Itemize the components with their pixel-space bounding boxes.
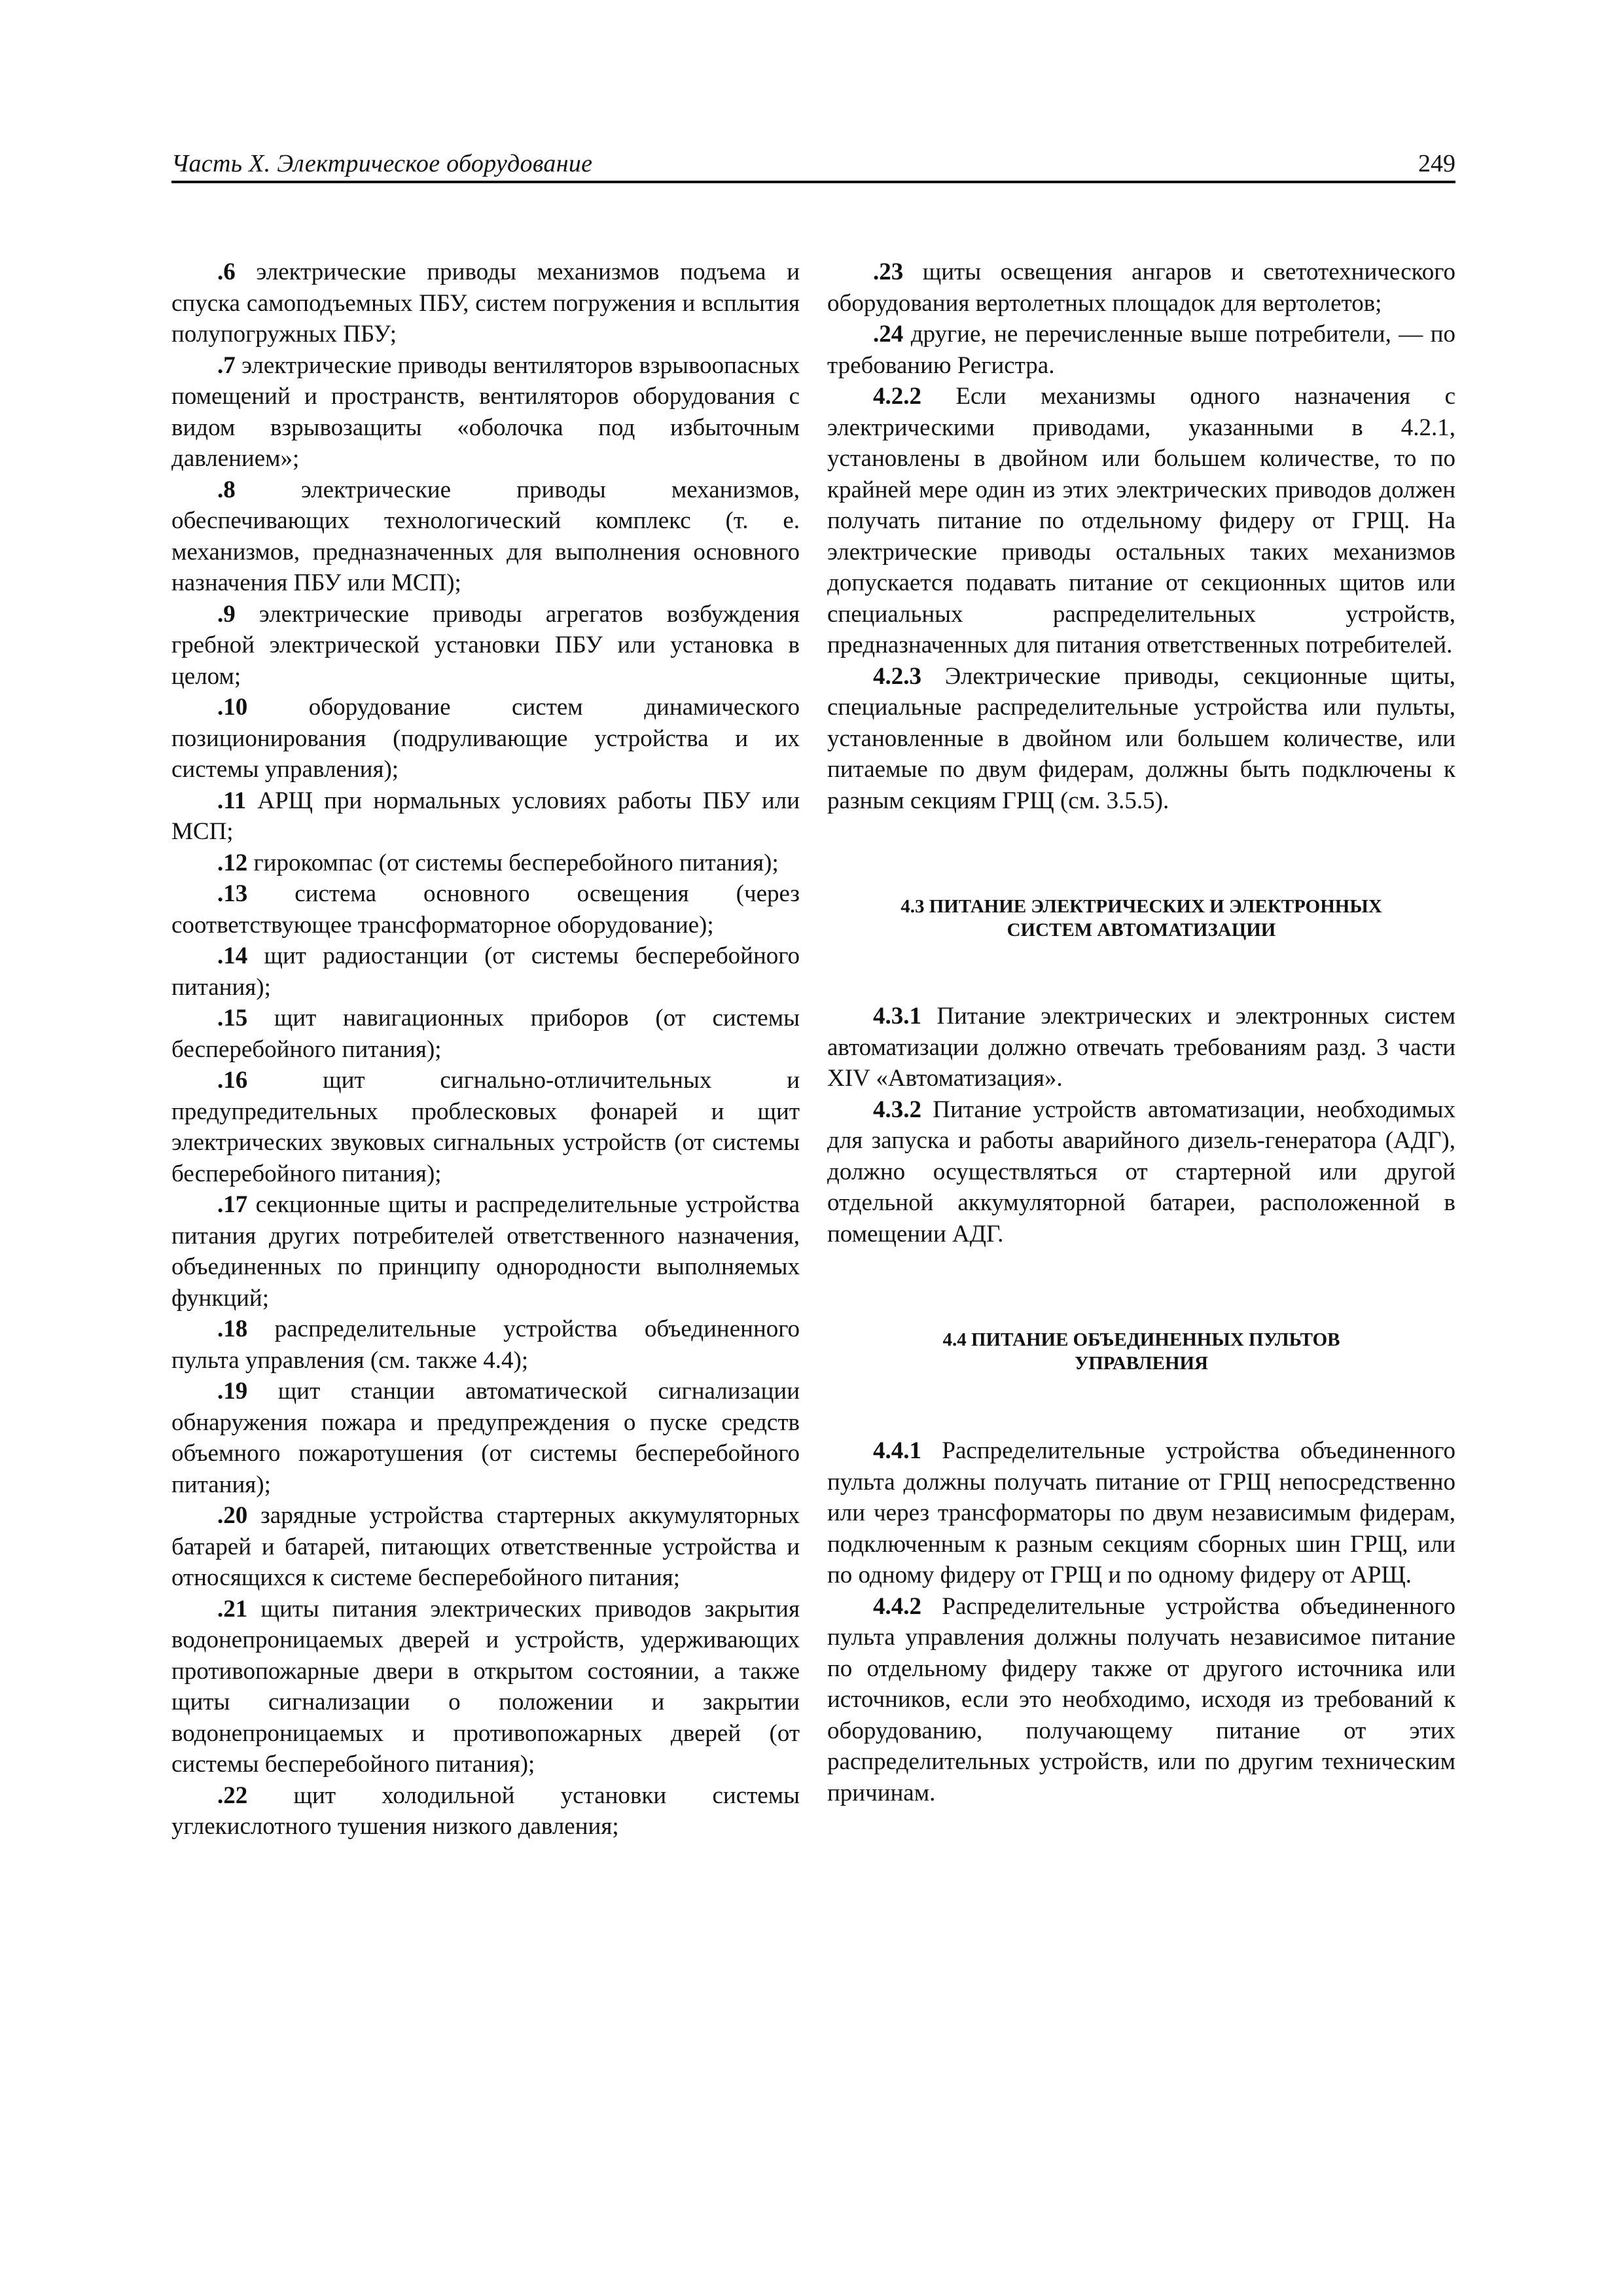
item-text: секционные щиты и распределительные устройства питания других потребителей ответственного назначения, объединенных по принципу однородности выполняемых функций; [171,1191,800,1312]
paragraph-item-11 [171,785,800,848]
paragraph-item-19 [171,1376,800,1500]
paragraph-4-2-3 [827,661,1455,817]
paragraph-item-13 [171,878,800,941]
paragraph-item-6 [171,257,800,350]
item-text: электрические приводы вентиляторов взрывоопасных помещений и пространств, вентиляторов оборудования с видом взрывозащиты «оболочка под избыточным давлением»; [171,351,800,472]
item-text: щит навигационных приборов (от системы бесперебойного питания); [171,1005,800,1063]
item-text: АРЩ при нормальных условиях работы ПБУ или МСП; [171,787,800,845]
paragraph-4-3-1 [827,1001,1455,1094]
paragraph-item-9 [171,599,800,692]
item-text: другие, не перечисленные выше потребители, — по требованию Регистра. [827,321,1455,379]
item-number: .11 [217,787,247,814]
item-text: система основного освещения (через соответствующее трансформаторное оборудование); [171,880,800,939]
item-text: щиты питания электрических приводов закрытия водонепроницаемых дверей и устройств, удерживающих противопожарные двери в открытом состоянии, а также щиты сигнализации о положении и закрытии водонепроницаемых и противопожарных дверей (от системы бесперебойного питания); [171,1595,800,1778]
item-text: Электрические приводы, секционные щиты, специальные распределительные устройства или пульты, установленные в двойном или большем количестве, или питаемые по двум фидерам, должны быть подключены к разным секциям ГРЩ (см. 3.5.5). [827,662,1455,814]
item-number: .6 [217,259,236,285]
paragraph-item-20 [171,1500,800,1594]
section-heading-line: УПРАВЛЕНИЯ [1074,1353,1209,1374]
paragraph-4-3-2 [827,1094,1455,1250]
paragraph-item-14 [171,941,800,1003]
item-text: щит радиостанции (от системы бесперебойного питания); [171,942,800,1001]
item-text: щит холодильной установки системы углекислотного тушения низкого давления; [171,1782,800,1840]
paragraph-item-22 [171,1780,800,1842]
item-number: 4.3.2 [873,1096,921,1123]
item-number: .21 [217,1595,248,1623]
item-number: .24 [873,321,904,348]
item-text: Если механизмы одного назначения с электрическими приводами, указанными в 4.2.1, установлены в двойном или большем количестве, то по крайней мере один из этих электрических приводов должен получать питание по отдельному фидеру от ГРЩ. На электрические приводы остальных таких механизмов допускается подавать питание от секционных щитов или специальных распределительных устройств, предназначенных для питания ответственных потребителей. [827,383,1455,658]
paragraph-item-15 [171,1003,800,1065]
item-number: .8 [217,476,236,503]
item-text: гирокомпас (от системы бесперебойного питания); [247,849,779,876]
item-text: Распределительные устройства объединенного пульта должны получать питание от ГРЩ непосредственно или через трансформаторы по двум независимым фидерам, подключенным к разным секциям сборных шин ГРЩ, или по одному фидеру от ГРЩ и по одному фидеру от АРЩ. [827,1437,1455,1588]
item-text: Распределительные устройства объединенного пульта управления должны получать независимое питание по отдельному фидеру также от другого источника или источников, если это необходимо, исходя из требований к оборудованию, получающему питание от этих распределительных устройств, или по другим техническим причинам. [827,1592,1455,1806]
item-text: электрические приводы механизмов, обеспечивающих технологический комплекс (т. е. механизмов, предназначенных для выполнения основного назначения ПБУ или МСП); [171,476,800,596]
item-number: .13 [217,880,248,907]
section-heading-line: 4.3 ПИТАНИЕ ЭЛЕКТРИЧЕСКИХ И ЭЛЕКТРОННЫХ [901,896,1382,917]
paragraph-item-21 [171,1594,800,1780]
item-number: 4.2.3 [873,662,921,690]
section-heading-4-4 [827,1328,1455,1375]
left-column [171,257,800,1842]
item-text: зарядные устройства стартерных аккумуляторных батарей и батарей, питающих ответственные устройства и относящихся к системе бесперебойного питания; [171,1502,800,1591]
item-text: распределительные устройства объединенного пульта управления (см. также 4.4); [171,1316,800,1374]
item-text: электрические приводы механизмов подъема и спуска самоподъемных ПБУ, систем погружения и всплытия полупогружных ПБУ; [171,259,800,348]
paragraph-item-7 [171,350,800,475]
item-text: Питание электрических и электронных систем автоматизации должно отвечать требованиям разд. 3 части XIV «Автоматизация». [827,1003,1455,1092]
item-text: щит сигнально-отличительных и предупредительных проблесковых фонарей и щит электрических звуковых сигнальных устройств (от системы бесперебойного питания); [171,1067,800,1187]
item-number: .17 [217,1191,248,1218]
right-column [827,257,1455,1808]
item-number: .23 [873,259,904,285]
item-number: .9 [217,600,236,628]
section-heading-4-3 [827,895,1455,942]
item-number: .15 [217,1005,248,1031]
paragraph-item-23 [827,257,1455,319]
item-number: 4.3.1 [873,1003,921,1030]
section-heading-line: 4.4 ПИТАНИЕ ОБЪЕДИНЕННЫХ ПУЛЬТОВ [942,1329,1340,1350]
item-text: электрические приводы агрегатов возбуждения гребной электрической установки ПБУ или установка в целом; [171,600,800,690]
item-text: Питание устройств автоматизации, необходимых для запуска и работы аварийного дизель-генератора (АДГ), должно осуществляться от стартерной или другой отдельной аккумуляторной батареи, расположенной в помещении АДГ. [827,1096,1455,1247]
item-text: оборудование систем динамического позиционирования (подруливающие устройства и их системы управления); [171,694,800,783]
item-number: .14 [217,942,248,969]
item-number: .18 [217,1316,248,1342]
item-number: .12 [217,849,248,876]
running-header [171,145,1455,183]
item-text: щиты освещения ангаров и светотехнического оборудования вертолетных площадок для вертолетов; [827,259,1455,317]
item-number: .16 [217,1067,248,1094]
paragraph-item-8 [171,475,800,599]
paragraph-item-24 [827,319,1455,381]
paragraph-item-12 [171,848,800,879]
paragraph-item-16 [171,1065,800,1189]
paragraph-4-4-1 [827,1435,1455,1591]
paragraph-4-2-2 [827,381,1455,661]
item-number: .19 [217,1378,248,1405]
paragraph-item-18 [171,1314,800,1376]
page-number: 249 [1418,150,1455,177]
header-title: Часть X. Электрическое оборудование [171,150,593,177]
item-number: .7 [217,351,236,379]
paragraph-item-17 [171,1189,800,1314]
paragraph-4-4-2 [827,1591,1455,1809]
item-number: .10 [217,694,248,721]
item-number: .22 [217,1782,248,1809]
item-number: 4.4.2 [873,1592,921,1620]
paragraph-item-10 [171,692,800,785]
item-text: щит станции автоматической сигнализации обнаружения пожара и предупреждения о пуске средств объемного пожаротушения (от системы бесперебойного питания); [171,1378,800,1498]
item-number: .20 [217,1502,248,1529]
section-heading-line: СИСТЕМ АВТОМАТИЗАЦИИ [1007,920,1276,941]
item-number: 4.2.2 [873,383,921,410]
item-number: 4.4.1 [873,1437,921,1464]
